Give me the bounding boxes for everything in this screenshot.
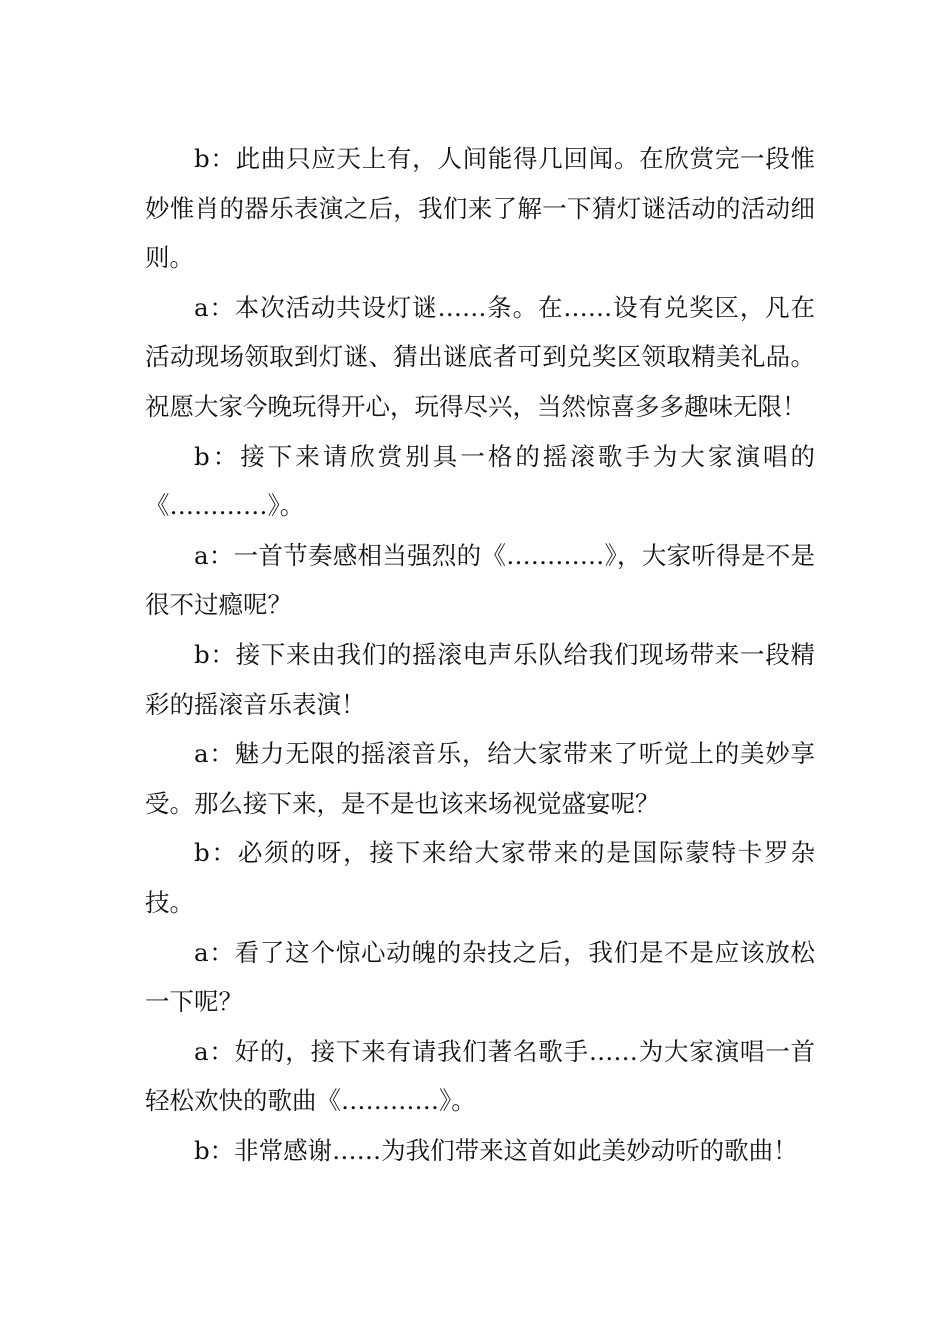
paragraph: b：必须的呀，接下来给大家带来的是国际蒙特卡罗杂技。 bbox=[145, 838, 815, 917]
paragraph: a：看了这个惊心动魄的杂技之后，我们是不是应该放松一下呢？ bbox=[145, 937, 815, 1017]
paragraph: a：魅力无限的摇滚音乐，给大家带来了听觉上的美妙享受。那么接下来，是不是也该来场视觉盛宴呢？ bbox=[145, 739, 815, 818]
paragraph: b：接下来请欣赏别具一格的摇滚歌手为大家演唱的《…………》。 bbox=[145, 441, 815, 521]
paragraph: a：本次活动共设灯谜……条。在……设有兑奖区，凡在活动现场领取到灯谜、猜出谜底者可到兑奖区领取精美礼品。祝愿大家今晚玩得开心，玩得尽兴，当然惊喜多多趣味无限！ bbox=[145, 292, 815, 421]
paragraph: b：非常感谢……为我们带来这首如此美妙动听的歌曲！ bbox=[194, 1135, 798, 1165]
document-body bbox=[145, 134, 815, 1175]
paragraph: a：一首节奏感相当强烈的《…………》，大家听得是不是很不过瘾呢？ bbox=[145, 540, 815, 620]
paragraph: b：接下来由我们的摇滚电声乐队给我们现场带来一段精彩的摇滚音乐表演！ bbox=[145, 639, 815, 719]
paragraph: b：此曲只应天上有，人间能得几回闻。在欣赏完一段惟妙惟肖的器乐表演之后，我们来了解一下猜灯谜活动的活动细则。 bbox=[145, 144, 815, 273]
paragraph: a：好的，接下来有请我们著名歌手……为大家演唱一首轻松欢快的歌曲《…………》。 bbox=[145, 1036, 815, 1116]
